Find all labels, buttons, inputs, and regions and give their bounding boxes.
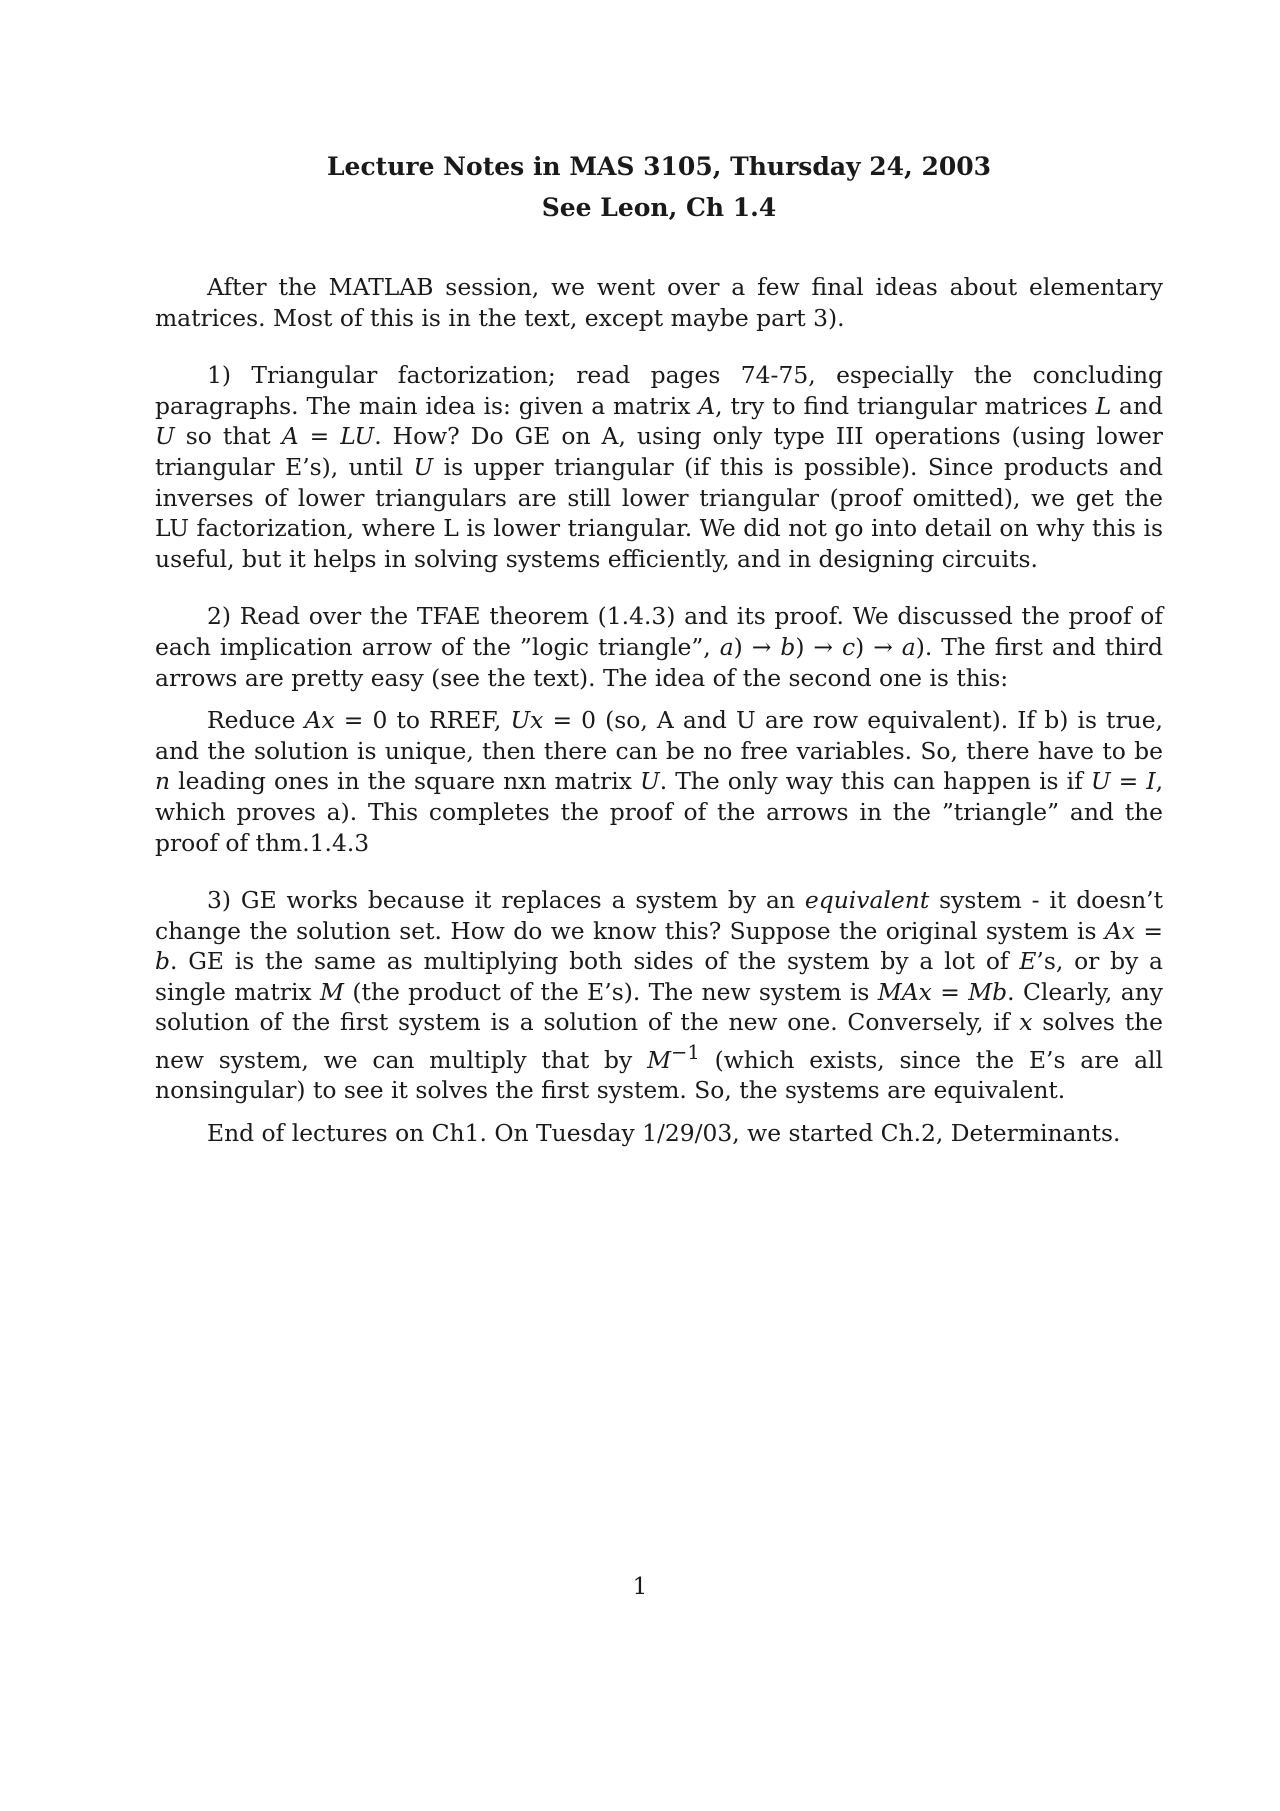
document-title: Lecture Notes in MAS 3105, Thursday 24, 2003 (326, 152, 992, 181)
document-subtitle: See Leon, Ch 1.4 (541, 193, 777, 222)
page-number: 1 (632, 1574, 648, 1600)
document-page (155, 150, 1163, 1149)
paragraph-tfae-theorem: 2) Read over the TFAE theorem (1.4.3) and its proof. We discussed the proof of each implication arrow of the ”logic triangle”, a) → b) → c) → a). The first and third arrows are pretty easy (see the text). The idea of the second one is this: (155, 602, 1163, 692)
paragraph-intro: After the MATLAB session, we went over a few final ideas about elementary matrices. Most of this is in the text, except maybe part 3). (155, 273, 1163, 332)
paragraph-ge-equivalence: 3) GE works because it replaces a system by an equivalent system - it doesn’t change the solution set. How do we know this? Suppose the original system is Ax = b. GE is the same as multiplying both sides of the system by a lot of E’s, or by a single matrix M (the product of the E’s). The new system is MAx = Mb. Clearly, any solution of the first system is a solution of the new one. Conversely, if x solves the new system, we can multiply that by $M^{-1}$ (which exists, since the E’s are all nonsingular) to see it solves the first system. So, the systems are equivalent. (155, 886, 1164, 1105)
paragraph-end-of-lectures: End of lectures on Ch1. On Tuesday 1/29/03, we started Ch.2, Determinants. (207, 1119, 1121, 1148)
paragraph-rref-argument: Reduce Ax = 0 to RREF, Ux = 0 (so, A and U are row equivalent). If b) is true, and the solution is unique, then there can be no free variables. So, there have to be n leading ones in the square nxn matrix U. The only way this can happen is if U = I, which proves a). This completes the proof of the arrows in the ”triangle” and the proof of thm.1.4.3 (155, 706, 1163, 857)
paragraph-triangular-factorization: 1) Triangular factorization; read pages 74-75, especially the concluding paragraphs. The main idea is: given a matrix A, try to find triangular matrices L and U so that A = LU. How? Do GE on A, using only type III operations (using lower triangular E’s), until U is upper triangular (if this is possible). Since products and inverses of lower triangulars are still lower triangular (proof omitted), we get the LU factorization, where L is lower triangular. We did not go into detail on why this is useful, but it helps in solving systems efficiently, and in designing circuits. (155, 361, 1163, 573)
